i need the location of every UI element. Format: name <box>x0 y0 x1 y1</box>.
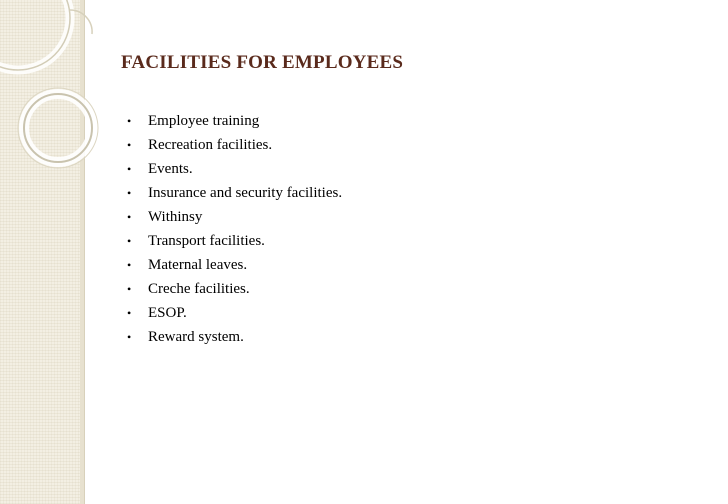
list-item-text: Recreation facilities. <box>148 137 273 153</box>
list-item-text: Events. <box>148 161 193 177</box>
bullet-icon: • <box>127 306 132 320</box>
list-item-text: Insurance and security facilities. <box>148 185 343 201</box>
list-item-text: ESOP. <box>148 305 187 321</box>
bullet-icon: • <box>127 114 132 128</box>
list-item-text: Maternal leaves. <box>148 257 248 273</box>
list-item-text: Creche facilities. <box>148 281 250 297</box>
bullet-icon: • <box>127 234 132 248</box>
decorative-rings-icon <box>0 0 120 200</box>
bullet-icon: • <box>127 138 132 152</box>
list-item-text: Transport facilities. <box>148 233 265 249</box>
bullet-icon: • <box>127 210 132 224</box>
bullet-icon: • <box>127 258 132 272</box>
bullet-icon: • <box>127 186 132 200</box>
list-item-text: Reward system. <box>148 329 244 345</box>
list-item-text: Withinsy <box>148 209 203 225</box>
list-item-text: Employee training <box>148 113 260 129</box>
bullet-icon: • <box>127 282 132 296</box>
bullet-icon: • <box>127 330 132 344</box>
slide-title: FACILITIES FOR EMPLOYEES <box>121 52 404 73</box>
bullet-icon: • <box>127 162 132 176</box>
